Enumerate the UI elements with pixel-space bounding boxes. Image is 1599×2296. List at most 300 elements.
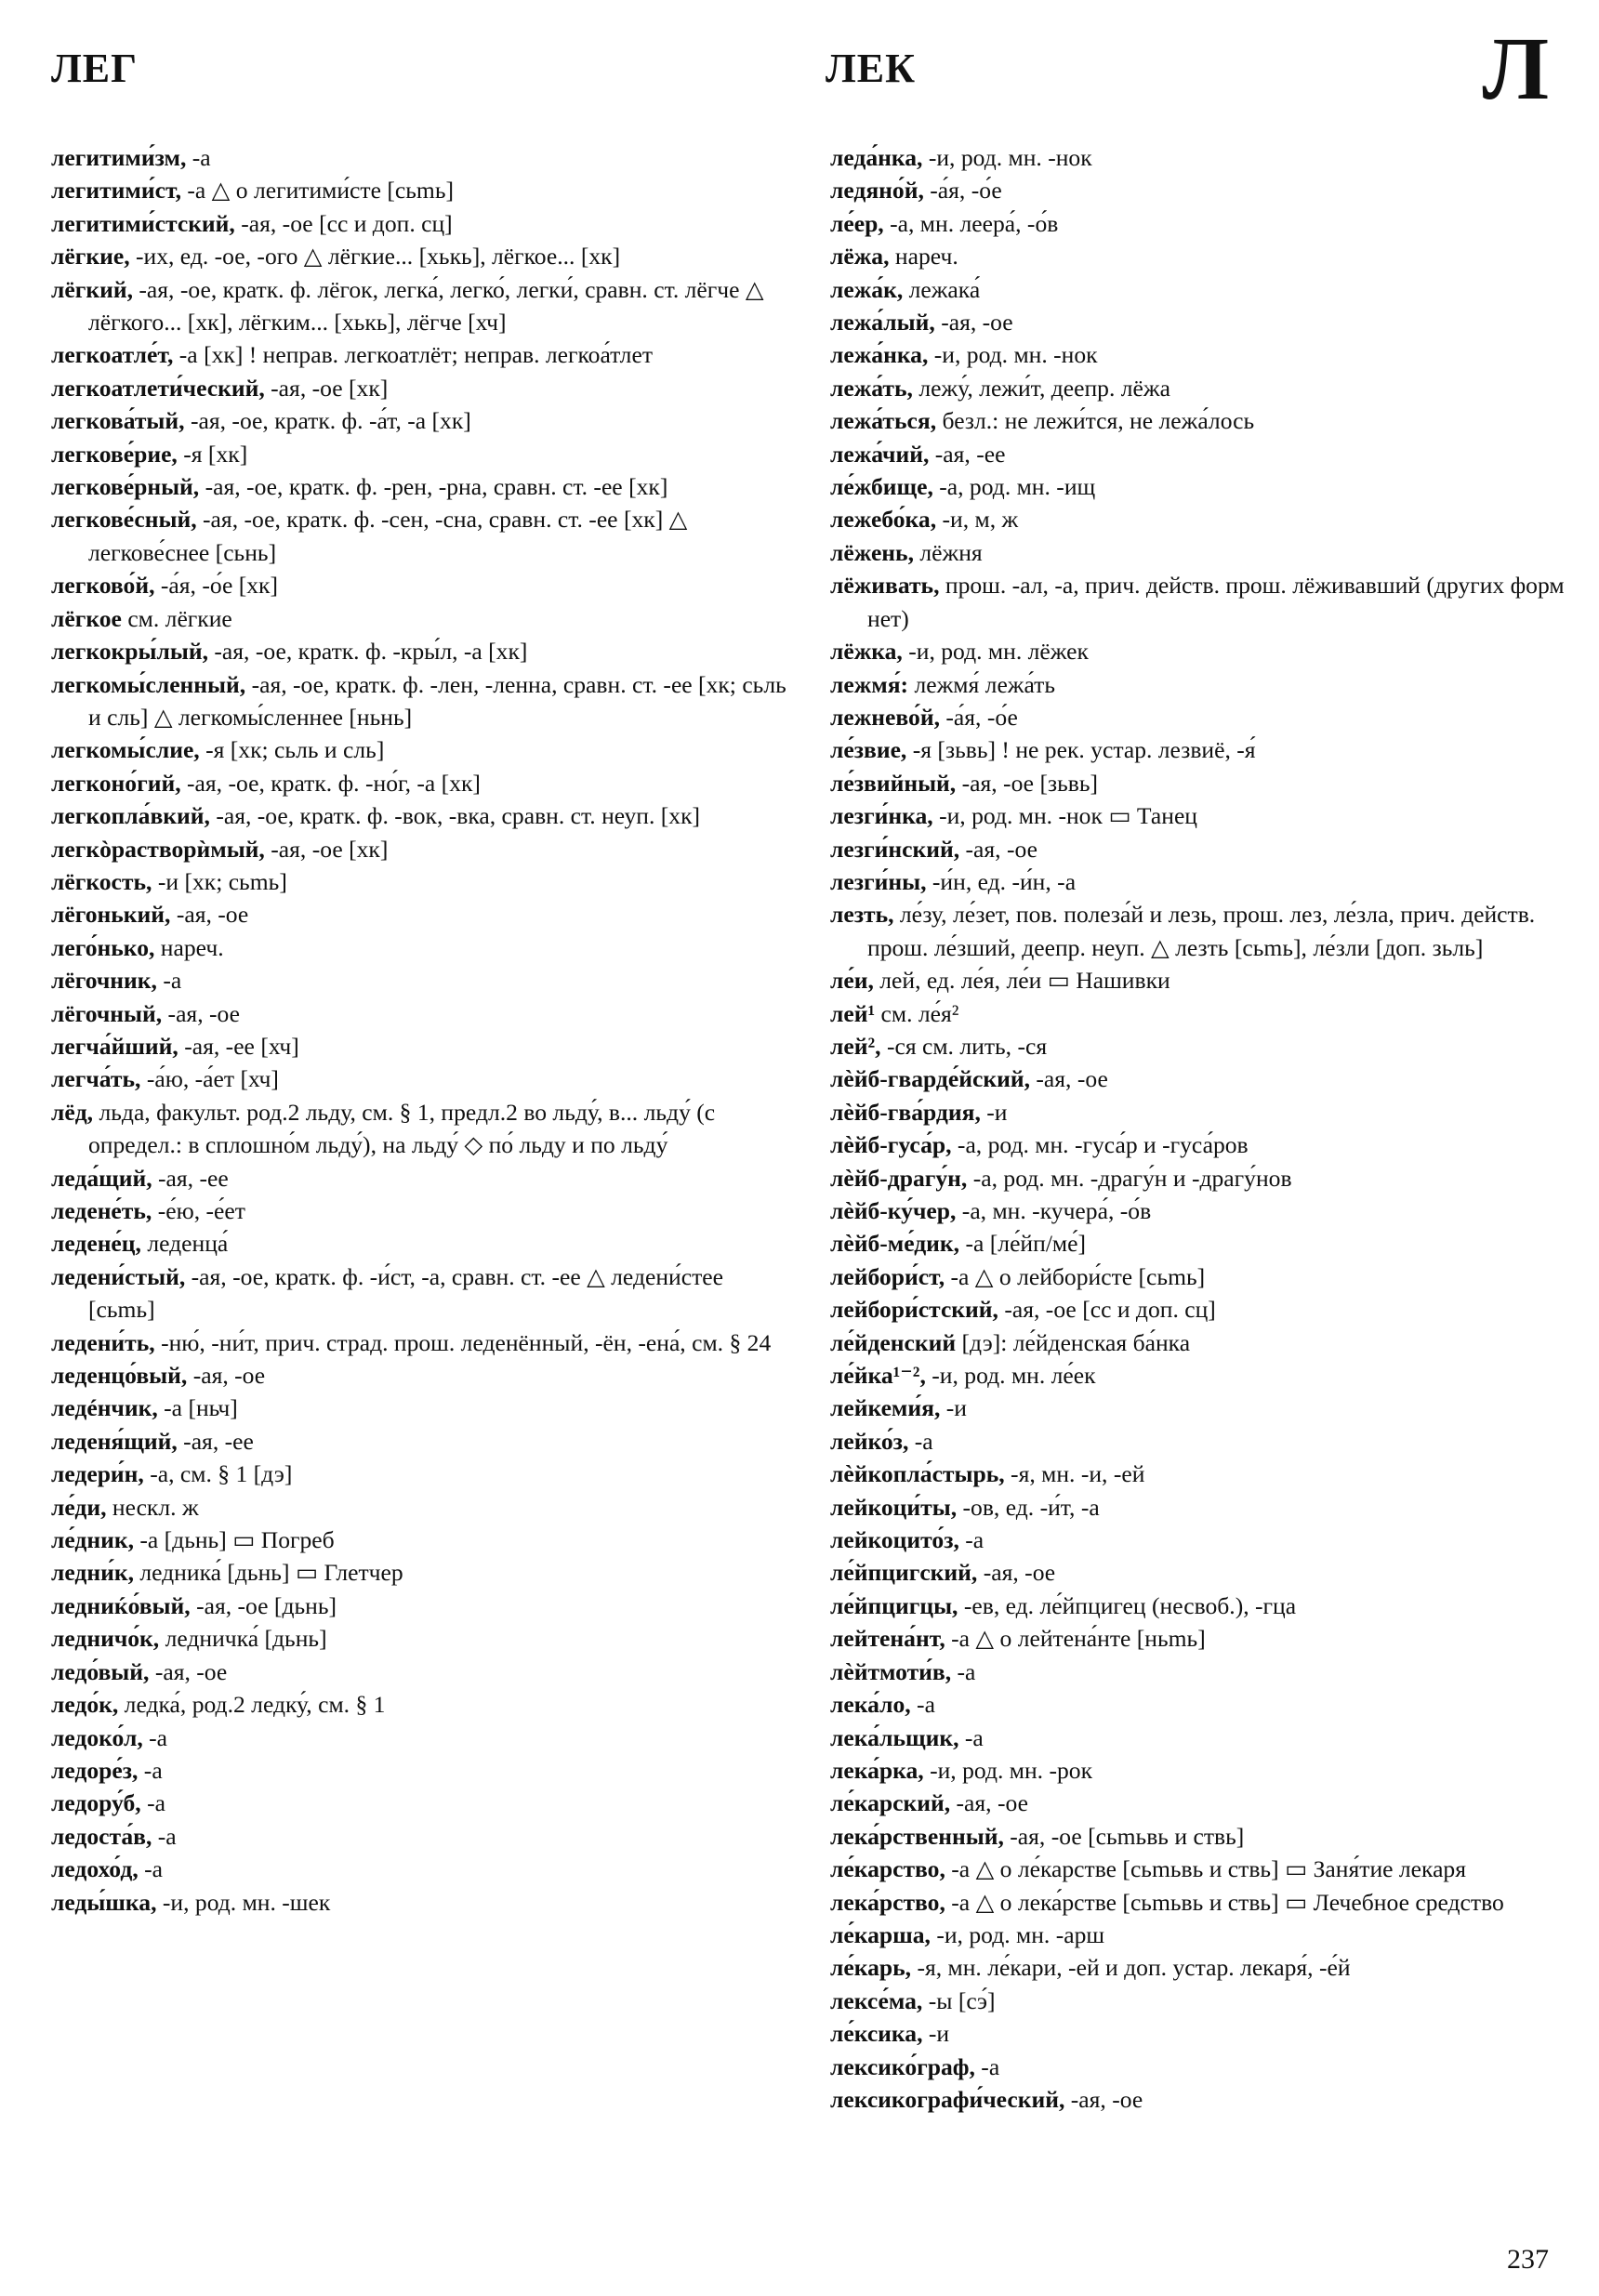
entry-gloss: -ая, -ое (170, 901, 249, 929)
entry-gloss: ле́зу, ле́зет, пов. полеза́й и лезь, прош. лез, ле́зла, прич. действ. прош. ле́зший, деепр. неуп. △ лезть [cьmь], ле́зли [доп. зьль] (867, 901, 1536, 961)
headword: лёгонький, (51, 901, 171, 929)
dictionary-entry (51, 1326, 787, 1359)
running-head-right: ЛЕК (826, 46, 917, 91)
entry-gloss: -ев, ед. ле́йпцигец (несвоб.), -гца (958, 1591, 1297, 1619)
headword: лежмя́: (830, 670, 909, 698)
headword: легкомы́сленный, (51, 670, 246, 698)
headword: лёжень, (830, 538, 914, 566)
entry-gloss: -я, мн. -и, -ей (1004, 1460, 1145, 1488)
dictionary-entry (51, 602, 787, 635)
dictionary-entry (51, 1458, 787, 1490)
dictionary-entry (830, 1458, 1566, 1490)
dictionary-entry (51, 1096, 787, 1162)
dictionary-entry (830, 799, 1566, 832)
dictionary-entry (830, 569, 1566, 635)
dictionary-entry (51, 174, 787, 206)
dictionary-entry (830, 273, 1566, 306)
entry-gloss: -ая, -ое [дьнь] (190, 1591, 337, 1619)
headword: легитими́ст, (51, 177, 181, 205)
entry-gloss: -ая, -ее (177, 1427, 254, 1455)
dictionary-entry (51, 1688, 787, 1721)
headword: легкопла́вкий, (51, 802, 210, 830)
entry-gloss: -ая, -ое [cьmьвь и ствь] (1003, 1822, 1245, 1850)
dictionary-entry (830, 1162, 1566, 1194)
headword: лѐйб-ку́чер, (830, 1197, 957, 1224)
dictionary-entry (830, 1326, 1566, 1359)
dictionary-entry (51, 733, 787, 766)
headword: легково́й, (51, 572, 155, 600)
dictionary-entry (830, 1985, 1566, 2017)
dictionary-entry (830, 1194, 1566, 1227)
entry-gloss: леденца́ (140, 1230, 229, 1258)
entry-gloss: прош. -ал, -а, прич. действ. прош. лёживавший (других форм нет) (867, 572, 1565, 632)
headword: лексе́ма, (830, 1986, 923, 2014)
entry-gloss: -а (156, 967, 182, 995)
entry-gloss: -ая, -ее (929, 440, 1006, 468)
headword: ле́ди, (51, 1493, 107, 1521)
headword: лёд, (51, 1098, 94, 1126)
dictionary-entry (830, 1590, 1566, 1622)
headword: леда́щий, (51, 1164, 152, 1192)
entry-gloss: -а (958, 1723, 984, 1751)
entry-gloss: см. лёгкие (121, 604, 232, 632)
headword: ле́карь, (830, 1954, 912, 1982)
headword: легкоатлети́ческий, (51, 374, 265, 402)
dictionary-entry (830, 767, 1566, 799)
entry-gloss: -ая, -ое (187, 1362, 266, 1390)
dictionary-entry (51, 240, 787, 272)
entry-gloss: -ая, -ое (149, 1657, 228, 1685)
headword: лѐйтмоти́в, (830, 1657, 952, 1685)
dictionary-entry (830, 1293, 1566, 1326)
headword: лека́рство, (830, 1888, 945, 1916)
headword: лежа́к, (830, 275, 904, 303)
entry-gloss: ледка́, род.2 ледку́, см. § 1 (118, 1691, 386, 1719)
entry-gloss: -а, мн. леера́, -о́в (883, 209, 1059, 237)
entry-gloss: -а, род. мн. -драгу́н и -драгу́нов (967, 1164, 1292, 1192)
entry-gloss: -их, ед. -ое, -ого △ лёгкие... [хькь], лёгкое... [хк] (129, 243, 621, 271)
headword: лежнево́й, (830, 703, 940, 731)
entry-gloss: -а (186, 144, 211, 171)
dictionary-entry (51, 503, 787, 569)
dictionary-entry (830, 1392, 1566, 1424)
entry-gloss: -а △ о лейбори́сте [cьmь] (945, 1262, 1206, 1290)
headword: ле́жбище, (830, 473, 933, 501)
headword: ле́карша, (830, 1920, 931, 1948)
dictionary-entry (51, 767, 787, 799)
dictionary-entry (830, 1951, 1566, 1984)
dictionary-entry (51, 668, 787, 734)
headword: легкомы́слие, (51, 736, 200, 764)
dictionary-entry (51, 569, 787, 601)
dictionary-entry (830, 865, 1566, 898)
entry-gloss: -я [хк] (177, 440, 248, 468)
entry-gloss: см. ле́я² (875, 999, 959, 1027)
dictionary-entry (51, 997, 787, 1030)
headword: лека́льщик, (830, 1723, 959, 1751)
dictionary-entry (51, 273, 787, 339)
headword: лежа́нка, (830, 341, 929, 369)
entry-gloss: -а́я, -о́е (923, 177, 1002, 205)
entry-gloss: -я, мн. ле́кари, -ей и доп. устар. лекаря́, -е́й (911, 1954, 1351, 1982)
dictionary-entry (830, 1787, 1566, 1819)
headword: легкова́тый, (51, 407, 185, 435)
headword: ле́йпцигский, (830, 1559, 978, 1587)
dictionary-entry (51, 470, 787, 503)
headword: легкокры́лый, (51, 638, 208, 666)
entry-gloss: -ая, -ое, кратк. ф. -кры́л, -а [хк] (208, 638, 528, 666)
entry-gloss: -а △ о лека́рстве [cьmьвь и ствь] ▭ Лечебное средство (945, 1888, 1504, 1916)
headword: лёгкое (51, 604, 122, 632)
entry-gloss: -и, м, ж (936, 506, 1019, 534)
entry-gloss: -и, род. мн. -нок (928, 341, 1098, 369)
headword: лѐйкопла́стырь, (830, 1460, 1005, 1488)
entry-gloss: ледничка́ [дьнь] (159, 1625, 327, 1653)
dictionary-entry (51, 1622, 787, 1655)
dictionary-entry (830, 1491, 1566, 1524)
headword: лежа́чий, (830, 440, 930, 468)
dictionary-entry (830, 997, 1566, 1030)
entry-gloss: -а (140, 1789, 165, 1817)
right-column (830, 141, 1566, 2116)
dictionary-entry (830, 1622, 1566, 1655)
entry-gloss: -а (974, 2052, 1000, 2080)
dictionary-entry (51, 799, 787, 832)
dictionary-entry (830, 1754, 1566, 1787)
headword: ле́звийный, (830, 769, 957, 797)
headword: лейкеми́я, (830, 1394, 941, 1422)
entry-gloss: -и, род. мн. -шек (156, 1888, 331, 1916)
entry-gloss: -ая, -ое [хк] (264, 374, 389, 402)
headword: ле́карство, (830, 1855, 945, 1883)
headword: ледяно́й, (830, 177, 924, 205)
dictionary-entry (830, 207, 1566, 240)
headword: лезть, (830, 901, 894, 929)
entry-gloss: -я [зьвь] ! не рек. устар. лезвиё, -я́ (906, 736, 1256, 764)
entry-gloss: -а (958, 1526, 985, 1554)
headword: ледору́б, (51, 1789, 141, 1817)
dictionary-entry (830, 141, 1566, 174)
headword: лего́нько, (51, 933, 155, 961)
dictionary-entry (830, 470, 1566, 503)
entry-gloss: -а [дьнь] ▭ Погреб (133, 1526, 335, 1554)
headword: леденя́щий, (51, 1427, 178, 1455)
headword: ледо́вый, (51, 1657, 150, 1685)
dictionary-entry (51, 1392, 787, 1424)
dictionary-entry (830, 306, 1566, 338)
dictionary-entry (51, 1524, 787, 1556)
dictionary-entry (830, 964, 1566, 996)
headword: легитими́зм, (51, 144, 187, 171)
entry-gloss: лёжня (913, 538, 983, 566)
dictionary-entry (830, 2051, 1566, 2083)
dictionary-entry (51, 1359, 787, 1392)
dictionary-entry (830, 1425, 1566, 1458)
entry-gloss: -ы [сэ́] (922, 1986, 996, 2014)
entry-gloss: -а, мн. -кучера́, -о́в (956, 1197, 1152, 1224)
entry-gloss: -а, род. мн. -ищ (932, 473, 1096, 501)
headword: легкове́рный, (51, 473, 200, 501)
headword: лежа́ть, (830, 374, 913, 402)
headword: ле́карский, (830, 1789, 951, 1817)
headword: легча́йший, (51, 1032, 178, 1060)
headword: ледени́ть, (51, 1328, 155, 1356)
entry-gloss: -ая, -ое, кратк. ф. -сен, -сна, сравн. ст. -ее [хк] △ легкове́снее [cьнь] (88, 506, 688, 566)
dictionary-entry (830, 1722, 1566, 1754)
dictionary-entry (51, 1754, 787, 1787)
dictionary-entry (51, 404, 787, 437)
entry-gloss: -а △ о легитими́сте [cьmь] (181, 177, 455, 205)
entry-gloss: -и, род. мн. ле́ек (925, 1362, 1096, 1390)
dictionary-entry (830, 1556, 1566, 1589)
entry-gloss: -а́я, -о́е [хк] (154, 572, 279, 600)
entry-gloss: -ая, -ое [сс и доп. сц] (234, 209, 453, 237)
entry-gloss: -ая, -ое, кратк. ф. -а́т, -а [хк] (184, 407, 471, 435)
entry-gloss: -а [ньч] (157, 1394, 238, 1422)
headword: ледéнчик, (51, 1394, 158, 1422)
headword: ледоста́в, (51, 1822, 152, 1850)
entry-gloss: -а, род. мн. -гуса́р и -гуса́ров (951, 1131, 1249, 1159)
headword: лезги́нка, (830, 802, 933, 830)
headword: лека́ло, (830, 1691, 911, 1719)
entry-gloss: -я [хк; cьль и сль] (199, 736, 385, 764)
headword: лѐйб-гуса́р, (830, 1131, 952, 1159)
dictionary-entry (830, 536, 1566, 569)
entry-gloss: лей, ед. ле́я, ле́и ▭ Нашивки (873, 967, 1170, 995)
entry-gloss: -ся см. лить, -ся (880, 1032, 1048, 1060)
headword: лежебо́ка, (830, 506, 937, 534)
entry-gloss: льда, факульт. род.2 льду, см. § 1, предл.2 во льду́, в... льду́ (с определ.: в сплошно́м льду́), на льду́ ◇ по́ льду и по льду́ (88, 1098, 716, 1159)
entry-gloss: [дэ]: ле́йденская ба́нка (956, 1328, 1191, 1356)
entry-gloss: -и, род. мн. -рок (923, 1756, 1093, 1784)
dictionary-entry (830, 1227, 1566, 1260)
headword: ледене́ц, (51, 1230, 141, 1258)
entry-gloss: -ая, -ое (959, 835, 1037, 863)
headword: легитими́стский, (51, 209, 235, 237)
dictionary-entry (51, 141, 787, 174)
entry-gloss: -а (138, 1855, 163, 1883)
entry-gloss: -ая, -ое, кратк. ф. лёгок, легка́, легко́, легки́, сравн. ст. лёгче △ лёгкого... [хк], лёгким... [хькь], лёгче [хч] (88, 275, 764, 336)
dictionary-entry (51, 1194, 787, 1227)
entry-gloss: -а (908, 1427, 933, 1455)
dictionary-entry (830, 1062, 1566, 1095)
entry-gloss: -а (138, 1756, 163, 1784)
entry-gloss: -и (980, 1098, 1008, 1126)
dictionary-entry (830, 1260, 1566, 1293)
headword: лека́рственный, (830, 1822, 1004, 1850)
dictionary-entry (51, 438, 787, 470)
dictionary-entry (51, 1062, 787, 1095)
dictionary-entry (830, 2083, 1566, 2116)
dictionary-entry (51, 1260, 787, 1326)
dictionary-entry (51, 865, 787, 898)
headword: лезги́нский, (830, 835, 960, 863)
entry-gloss: -ая, -ое (977, 1559, 1056, 1587)
headword: лейбори́ст, (830, 1262, 945, 1290)
headword: ле́йденский (830, 1328, 957, 1356)
entry-gloss: -ая, -ое, кратк. ф. -но́г, -а [хк] (180, 769, 481, 797)
dictionary-entry (51, 1886, 787, 1919)
headword: леда́нка, (830, 144, 923, 171)
entry-gloss: ледника́ [дьнь] ▭ Глетчер (133, 1559, 403, 1587)
entry-gloss: -а [хк] ! неправ. легкоатлёт; неправ. легкоа́тлет (173, 341, 654, 369)
dictionary-entry (830, 668, 1566, 701)
headword: ледохо́д, (51, 1855, 139, 1883)
entry-gloss: -а (152, 1822, 177, 1850)
headword: легкове́рие, (51, 440, 178, 468)
entry-gloss: нареч. (889, 243, 958, 271)
headword: лейкоцито́з, (830, 1526, 959, 1554)
entry-gloss: -а △ о лейтена́нте [ньmь] (945, 1625, 1206, 1653)
entry-gloss: -и [хк; cьmь] (152, 867, 287, 895)
entry-gloss: лежу́, лежи́т, деепр. лёжа (912, 374, 1170, 402)
entry-gloss: -ая, -ое (162, 999, 240, 1027)
headword: леденцо́вый, (51, 1362, 188, 1390)
running-head-left: ЛЕГ (51, 46, 139, 91)
headword: ледоко́л, (51, 1723, 143, 1751)
dictionary-entry (830, 240, 1566, 272)
headword: лёгкий, (51, 275, 133, 303)
dictionary-entry (830, 1524, 1566, 1556)
headword: ле́йпцигцы, (830, 1591, 958, 1619)
entry-gloss: -а́ю, -а́ет [хч] (140, 1065, 279, 1093)
dictionary-entry (830, 503, 1566, 535)
dictionary-entry (51, 964, 787, 996)
entry-gloss: -и, род. мн. -арш (930, 1920, 1105, 1948)
headword: легкове́сный, (51, 506, 197, 534)
headword: ледничо́к, (51, 1625, 160, 1653)
dictionary-entry (51, 207, 787, 240)
dictionary-entry (51, 1425, 787, 1458)
section-letter: Л (1482, 19, 1549, 118)
dictionary-entry (830, 1688, 1566, 1721)
dictionary-entry (51, 833, 787, 865)
headword: лезги́ны, (830, 867, 927, 895)
entry-gloss: -ая, -ее (152, 1164, 229, 1192)
headword: легконо́гий, (51, 769, 181, 797)
headword: лёжка, (830, 638, 903, 666)
entry-gloss: -а [ле́йп/ме́] (959, 1230, 1087, 1258)
headword: лека́рка, (830, 1756, 924, 1784)
dictionary-entry (830, 404, 1566, 437)
headword: лёгкость, (51, 867, 152, 895)
headword: лейко́з, (830, 1427, 909, 1455)
entry-gloss: -и́н, ед. -и́н, -а (926, 867, 1077, 895)
entry-gloss: -ая, -ое [хк] (264, 835, 389, 863)
headword: лѐйб-ме́дик, (830, 1230, 960, 1258)
dictionary-entry (51, 1820, 787, 1853)
entry-gloss: -ая, -ое, кратк. ф. -вок, -вка, сравн. ст. неуп. [хк] (209, 802, 701, 830)
headword: ле́йка¹⁻², (830, 1362, 926, 1390)
headword: лейкоци́ты, (830, 1493, 958, 1521)
headword: лёгочник, (51, 967, 157, 995)
dictionary-entry (830, 1656, 1566, 1688)
headword: лексико́граф, (830, 2052, 975, 2080)
dictionary-entry (830, 898, 1566, 964)
entry-gloss: безл.: не лежи́тся, не лежа́лось (936, 407, 1255, 435)
entry-gloss: -ая, -ое [сс и доп. сц] (998, 1296, 1216, 1324)
entry-gloss: -ню́, -ни́т, прич. страд. прош. леденённый, -ён, -ена́, см. § 24 (154, 1328, 772, 1356)
entry-gloss: -а △ о ле́карстве [cьmьвь и ствь] ▭ Заня́тие лекаря (945, 1855, 1467, 1883)
dictionary-entry (51, 1722, 787, 1754)
dictionary-entry (830, 2017, 1566, 2050)
headword: лѐйб-гварде́йский, (830, 1065, 1030, 1093)
headword: ледни́к, (51, 1559, 134, 1587)
headword: лёживать, (830, 572, 940, 600)
entry-gloss: -а, см. § 1 [дэ] (143, 1460, 293, 1488)
dictionary-entry (830, 1030, 1566, 1062)
dictionary-entry (51, 931, 787, 964)
headword: лёгочный, (51, 999, 163, 1027)
dictionary-entry (51, 1162, 787, 1194)
entry-gloss: -ая, -ое, кратк. ф. -лен, -ленна, сравн. ст. -ее [хк; cьль и сль] △ легкомы́сленнее [ньнь] (88, 670, 786, 731)
headword: лейбори́стский, (830, 1296, 998, 1324)
headword: ле́ер, (830, 209, 884, 237)
dictionary-entry (830, 1886, 1566, 1919)
entry-gloss: -ая, -ое (934, 309, 1013, 336)
dictionary-entry (51, 1556, 787, 1589)
headword: лѐйб-гва́рдия, (830, 1098, 981, 1126)
entry-gloss: -е́ю, -е́ет (152, 1197, 245, 1224)
entry-gloss: нескл. ж (106, 1493, 199, 1521)
headword: лей², (830, 1032, 881, 1060)
entry-gloss: -ая, -ое (1029, 1065, 1108, 1093)
dictionary-entry (830, 833, 1566, 865)
entry-gloss: -ая, -ое, кратк. ф. -рен, -рна, сравн. ст. -ее [хк] (199, 473, 668, 501)
page-number: 237 (1507, 2244, 1549, 2275)
entry-gloss: -ая, -ее [хч] (178, 1032, 299, 1060)
headword: ле́звие, (830, 736, 907, 764)
left-column (51, 141, 787, 1919)
dictionary-entry (830, 635, 1566, 667)
headword: легкоатле́т, (51, 341, 174, 369)
dictionary-entry (830, 1096, 1566, 1128)
dictionary-entry (51, 1590, 787, 1622)
headword: леды́шка, (51, 1888, 157, 1916)
dictionary-entry (51, 1491, 787, 1524)
dictionary-entry (51, 1656, 787, 1688)
entry-gloss: -ая, -ое (1064, 2085, 1143, 2113)
dictionary-entry (51, 372, 787, 404)
headword: лёгкие, (51, 243, 130, 271)
entry-gloss: -ая, -ое [зьвь] (956, 769, 1099, 797)
entry-gloss: лежака́ (903, 275, 981, 303)
dictionary-entry (830, 701, 1566, 733)
headword: лежа́ться, (830, 407, 937, 435)
entry-gloss: -ая, -ое (950, 1789, 1028, 1817)
headword: лейтена́нт, (830, 1625, 945, 1653)
dictionary-entry (830, 1359, 1566, 1392)
entry-gloss: -а (910, 1691, 935, 1719)
headword: ледо́к, (51, 1691, 119, 1719)
dictionary-entry (51, 1227, 787, 1260)
entry-gloss: -и, род. мн. -нок (922, 144, 1092, 171)
headword: ле́и, (830, 967, 874, 995)
entry-gloss: -и, род. мн. лёжек (902, 638, 1089, 666)
entry-gloss: -и (922, 2020, 950, 2048)
dictionary-entry (830, 1919, 1566, 1951)
headword: лексикографи́ческий, (830, 2085, 1065, 2113)
dictionary-entry (830, 174, 1566, 206)
entry-gloss: -ая, -ое, кратк. ф. -и́ст, -а, сравн. ст. -ее △ ледени́стее [cьmь] (88, 1262, 723, 1324)
headword: легча́ть, (51, 1065, 141, 1093)
dictionary-entry (51, 635, 787, 667)
dictionary-entry (51, 338, 787, 371)
headword: ле́дник, (51, 1526, 134, 1554)
entry-gloss: -а́я, -о́е (939, 703, 1018, 731)
entry-gloss: -а (142, 1723, 168, 1751)
headword: ледери́н, (51, 1460, 144, 1488)
